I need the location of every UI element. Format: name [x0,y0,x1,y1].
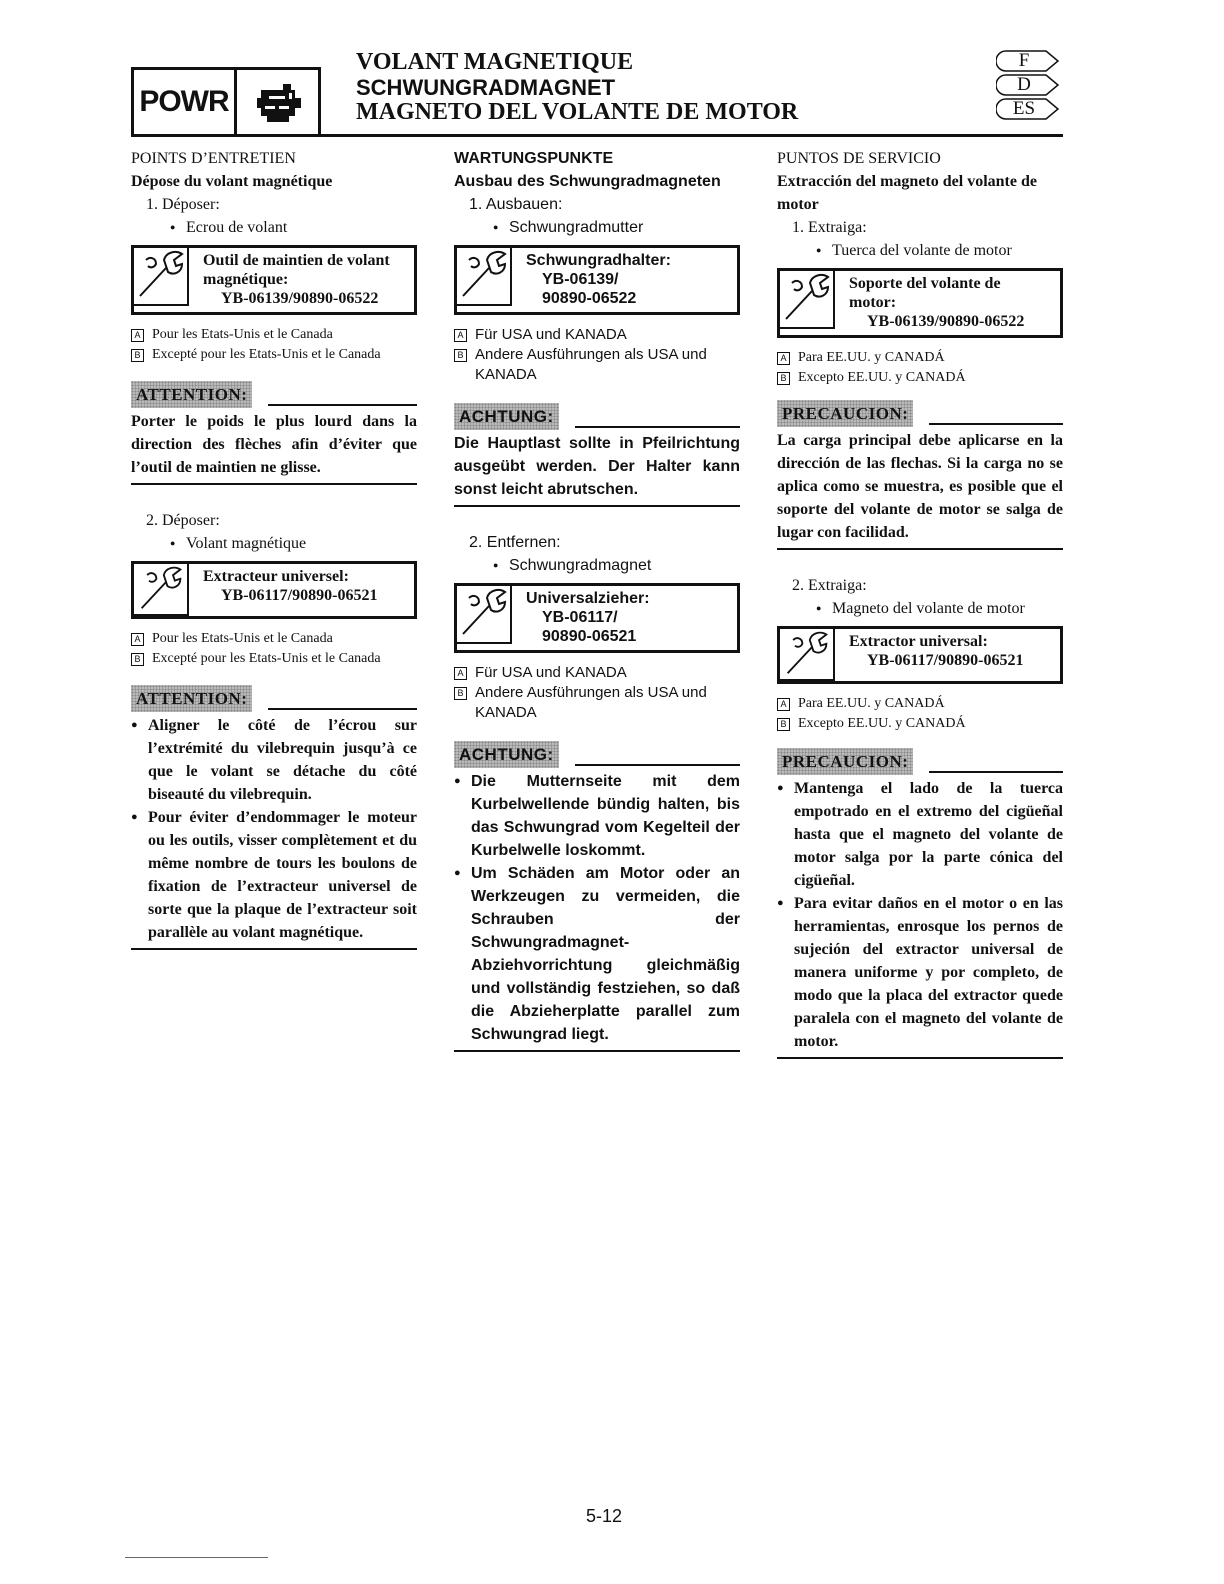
step-2: 2. Entfernen: [469,534,561,551]
step-2-item: ● Magneto del volante de motor [777,597,1063,620]
footer-rule [125,1557,268,1558]
language-markers [996,50,1060,122]
variant-notes: A Pour les Etats-Unis et le Canada B Excepté pour les Etats-Unis et le Canada [131,629,417,669]
step-2-item: ● Schwungradmagnet [454,554,740,577]
wrench-icon [780,629,835,681]
step-2: 2. Extraiga: [792,577,867,594]
caution-label: ACHTUNG: [454,403,559,430]
caution-header [777,400,1063,427]
caution-list [454,770,740,1046]
tool-part-number-2: 90890-06521 [542,628,637,645]
caution-header [131,381,417,408]
title-de: SCHWUNGRADMAGNET [356,75,616,100]
tool-part-number-2: 90890-06522 [542,290,637,307]
tool-name: Soporte del volante de [849,275,1001,292]
caution-end-rule [131,948,417,950]
caution-header [454,403,740,430]
column-french [131,147,417,950]
language-marker-es: ES [996,98,1060,120]
caution-item: ● Um Schäden am Motor oder an Werkzeugen zu vermeiden, die Schrauben der Schwungradmagnet-Abziehvorrichtung gleichmäßig und vollständig festziehen, so daß die Abzieherplatte parallel zum Schwungrad liegt. [454,862,740,1046]
wrench-icon [780,271,835,329]
caution-label: PRECAUCION: [777,400,913,427]
language-marker-d: D [996,74,1060,96]
tool-name: Schwungradhalter: [526,252,671,269]
wrench-icon [134,248,189,306]
wrench-icon [134,564,189,616]
step-2: 2. Déposer: [146,512,220,529]
caution-item: ● Pour éviter d’endommager le moteur ou les outils, visser complètement et du même nombre de tours les boulons de fixation de l’extracteur universel de sorte que la plaque de l’extracteur soit parallèle au volant magnétique. [131,806,417,944]
section-code: POWR [134,70,237,134]
tool-part-number: YB-06117/ [542,609,618,626]
step-1: 1. Déposer: [146,196,220,213]
caution-label: ACHTUNG: [454,741,559,768]
language-marker-f: F [996,50,1060,72]
caution-label: ATTENTION: [131,381,252,408]
variant-notes: A Pour les Etats-Unis et le Canada B Excepté pour les Etats-Unis et le Canada [131,325,417,365]
caution-list [131,714,417,944]
page-titles [356,50,798,125]
tool-name: Universalzieher: [526,590,650,607]
caution-header [777,748,1063,775]
caution-text: Porter le poids le plus lourd dans la direction des flèches afin d’éviter que l’outil de maintien ne glisse. [131,413,417,476]
tool-part-number: YB-06139/90890-06522 [867,313,1025,330]
title-fr: VOLANT MAGNETIQUE [356,49,634,75]
caution-text: Die Hauptlast sollte in Pfeilrichtung ausgeübt werden. Der Halter kann sonst leicht abrutschen. [454,435,740,498]
step-1-item: ● Tuerca del volante de motor [777,239,1063,262]
step-2-item: ● Volant magnétique [131,532,417,555]
column-german [454,147,740,1052]
tool-box [454,583,740,653]
caution-header [454,741,740,768]
engine-icon [237,70,318,134]
variant-notes: A Para EE.UU. y CANADÁ B Excepto EE.UU. y CANADÁ [777,348,1063,388]
wrench-icon [457,586,512,644]
subheading: Ausbau des Schwungradmagneten [454,173,721,190]
tool-box [131,245,417,315]
column-spanish [777,147,1063,1059]
variant-notes: A Para EE.UU. y CANADÁ B Excepto EE.UU. y CANADÁ [777,694,1063,734]
title-es: MAGNETO DEL VOLANTE DE MOTOR [356,99,799,125]
caution-label: PRECAUCION: [777,748,913,775]
tool-box [777,626,1063,684]
caution-end-rule [454,1050,740,1052]
section-heading: WARTUNGSPUNKTE [454,150,614,167]
caution-list [777,777,1063,1053]
caution-item: ● Para evitar daños en el motor o en las herramientas, enrosque los pernos de sujeción del extractor universal de manera uniforme y por completo, de modo que la placa del extractor quede paralela con el magneto del volante de motor. [777,892,1063,1053]
tool-box [777,268,1063,338]
tool-name: Extracteur universel: [203,568,349,585]
caution-item: ● Aligner le côté de l’écrou sur l’extrémité du vilebrequin jusqu’à ce que le volant se détache du côté biseauté du vilebrequin. [131,714,417,806]
tool-box [131,561,417,619]
caution-item: ● Die Mutternseite mit dem Kurbelwellende bündig halten, bis das Schwungrad vom Kegelteil der Kurbelwelle loskommt. [454,770,740,862]
tool-box [454,245,740,315]
tool-part-number: YB-06117/90890-06521 [221,587,378,604]
caution-label: ATTENTION: [131,685,252,712]
tool-part-number: YB-06117/90890-06521 [867,652,1024,669]
tool-part-number: YB-06139/ [542,271,619,288]
caution-header [131,685,417,712]
caution-item: ● Mantenga el lado de la tuerca empotrado en el extremo del cigüeñal hasta que el magneto del volante de motor salga por la parte cónica del cigüeñal. [777,777,1063,892]
caution-end-rule [777,1057,1063,1059]
tool-name-cont: magnétique: [203,271,289,288]
step-1: 1. Extraiga: [792,219,867,236]
tool-name: Outil de maintien de volant [203,252,390,269]
section-heading: POINTS D’ENTRETIEN [131,150,296,167]
caution-text: La carga principal debe aplicarse en la dirección de las flechas. Si la carga no se aplica como se muestra, es posible que el soporte del volante de motor se salga de lugar con facilidad. [777,432,1063,541]
variant-notes: A Für USA und KANADA B Andere Ausführungen als USA und KANADA [454,663,740,723]
wrench-icon [457,248,512,306]
step-1-item: ● Ecrou de volant [131,216,417,239]
tool-part-number: YB-06139/90890-06522 [221,290,379,307]
tool-name: Extractor universal: [849,633,988,650]
step-1-item: ● Schwungradmutter [454,216,740,239]
page-number: 5-12 [586,1506,623,1526]
section-heading: PUNTOS DE SERVICIO [777,150,941,167]
section-badge [131,67,321,137]
subheading: Dépose du volant magnétique [131,173,333,190]
header-rule [131,134,1063,137]
variant-notes: A Für USA und KANADA B Andere Ausführungen als USA und KANADA [454,325,740,385]
tool-name-cont: motor: [849,294,897,311]
step-1: 1. Ausbauen: [469,196,563,213]
subheading: Extracción del magneto del volante de motor [777,173,1037,213]
